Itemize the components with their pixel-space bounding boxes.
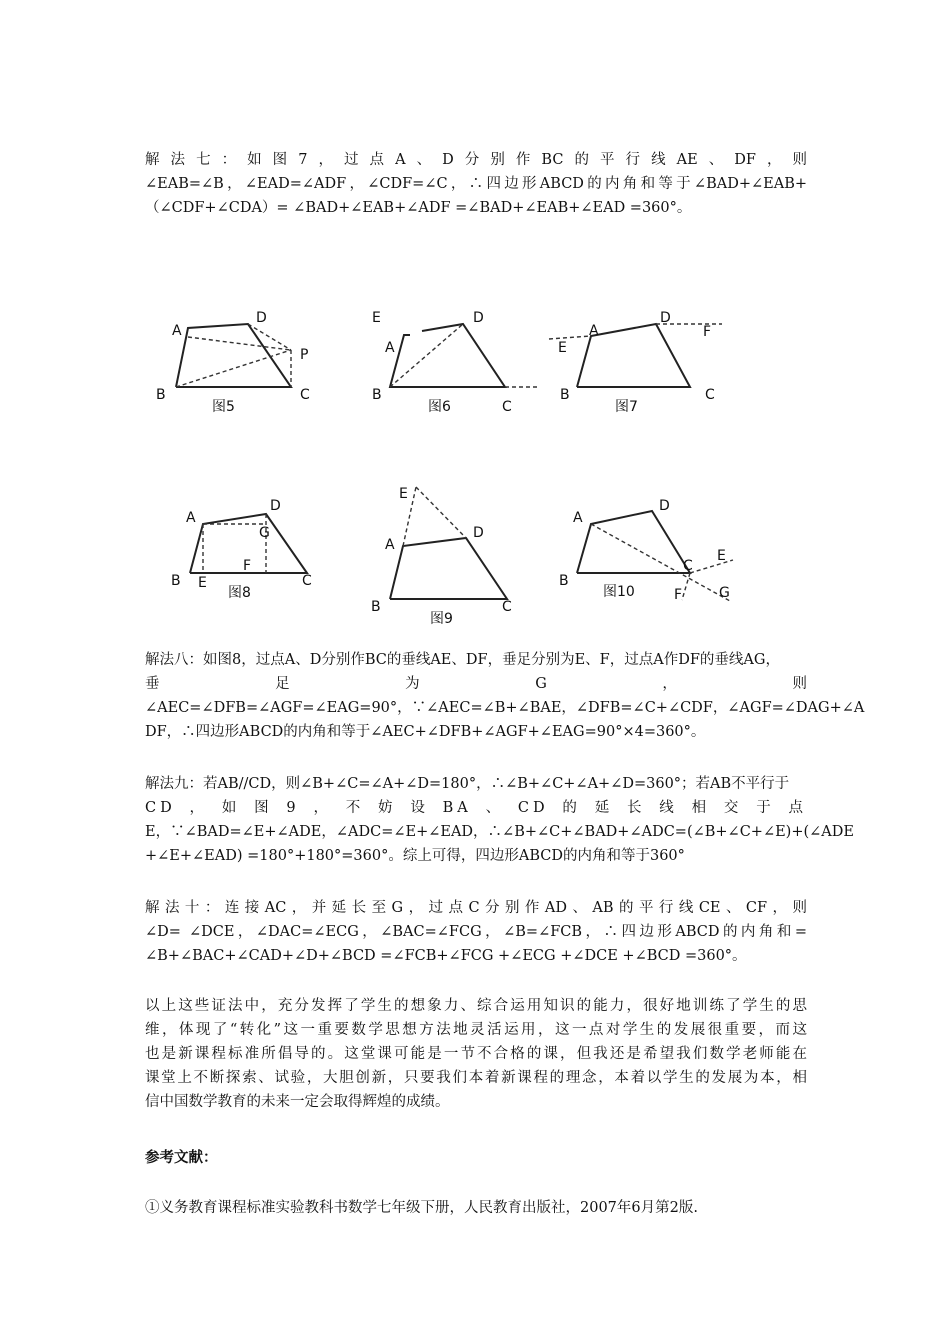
conclusion-line: 以上这些证法中，充分发挥了学生的想象力、综合运用知识的能力，很好地训练了学生的思 [145,998,807,1014]
conclusion-line: 课堂上不断探索、试验，大胆创新，只要我们本着新课程的理念，本着以学生的发展为本，相 [145,1070,807,1086]
fig6-label-C: C [502,399,512,415]
fig10-label-F: F [674,587,683,603]
method10-paragraph [145,896,807,968]
method9-line: CD，如图9，不妨设BA、CD的延长线相交于点 [145,800,807,816]
method8-word: 垂 [145,676,160,692]
conclusion-line: 信中国数学教育的未来一定会取得辉煌的成绩。 [145,1094,450,1110]
fig5-label-D: D [256,310,267,326]
fig8-caption: 图8 [228,585,251,601]
fig5-label-B: B [156,387,166,403]
fig10-label-D: D [659,498,670,514]
fig10-label-G: G [719,585,730,601]
figure-5 [156,310,310,415]
method8-line: 解法八：如图8，过点A、D分别作BC的垂线AE、DF，垂足分别为E、F，过点A作DF的垂线AG， [145,652,780,668]
fig10-label-E: E [717,548,726,564]
reference-item: ①义务教育课程标准实验教科书数学七年级下册，人民教育出版社，2007年6月第2版. [145,1200,698,1216]
method10-line: 解法十：连接AC，并延长至G，过点C分别作AD、AB的平行线CE、CF，则 [145,900,807,916]
fig7-caption: 图7 [615,399,638,415]
fig10-label-B: B [559,573,569,589]
fig5-label-A: A [172,323,182,339]
fig8-label-F: F [243,558,252,574]
method9-line: +∠E+∠EAD) =180°+180°=360°。综上可得，四边形ABCD的内角和等于360° [145,848,685,864]
figure-9 [371,486,512,627]
fig10-label-C: C [683,558,693,574]
method8-word: ， [662,676,677,692]
fig9-label-C: C [502,599,512,615]
method7-line: 解法七：如图7，过点A、D分别作BC的平行线AE、DF，则 [145,152,807,168]
method8-word: 则 [792,676,807,692]
fig7-label-C: C [705,387,715,403]
fig8-label-B: B [171,573,181,589]
method8-line: ∠AEC=∠DFB=∠AGF=∠EAG=90°，∵∠AEC=∠B+∠BAE，∠DFB=∠C+∠CDF，∠AGF=∠DAG+∠A [145,700,865,716]
fig8-label-E: E [198,575,207,591]
fig7-label-F: F [703,324,712,340]
fig8-label-G: G [259,525,270,541]
fig6-label-B: B [372,387,382,403]
method9-line: 解法九：若AB//CD，则∠B+∠C=∠A+∠D=180°，∴∠B+∠C+∠A+∠D=360°；若AB不平行于 [145,776,790,792]
method8-word: 为 [405,676,420,692]
figure-8 [171,498,312,601]
fig9-label-E: E [399,486,408,502]
method10-line: ∠D= ∠DCE，∠DAC=∠ECG，∠BAC=∠FCG，∠B=∠FCB，∴四边形ABCD的内角和= [145,924,807,940]
method10-line: ∠B+∠BAC+∠CAD+∠D+∠BCD =∠FCB+∠FCG +∠ECG +∠DCE +∠BCD =360°。 [145,948,747,964]
fig8-label-A: A [186,510,196,526]
fig9-label-A: A [385,537,395,553]
method9-paragraph [145,772,854,868]
method7-line: （∠CDF+∠CDA）= ∠BAD+∠EAB+∠ADF =∠BAD+∠EAB+∠EAD =360°。 [145,200,692,216]
figure-7 [549,310,722,415]
references-heading: 参考文献： [145,1149,218,1166]
fig6-label-A: A [385,340,395,356]
fig7-label-B: B [560,387,570,403]
method9-line: E，∵∠BAD=∠E+∠ADE，∠ADC=∠E+∠EAD，∴∠B+∠C+∠BAD+∠ADC=(∠B+∠C+∠E)+(∠ADE [145,824,854,840]
fig6-label-D: D [473,310,484,326]
conclusion-paragraph [145,994,807,1114]
conclusion-line: 维，体现了“转化”这一重要数学思想方法地灵活运用，这一点对学生的发展很重要，而这 [145,1022,807,1038]
method8-line: DF，∴四边形ABCD的内角和等于∠AEC+∠DFB+∠AGF+∠EAG=90°×4=360°。 [145,724,706,740]
geometry-figures [0,0,950,640]
figure-6 [372,310,537,415]
method8-spread-line [145,672,807,696]
fig10-caption: 图10 [603,584,635,600]
fig6-label-E: E [372,310,381,326]
fig5-label-P: P [300,347,309,363]
fig8-label-C: C [302,573,312,589]
method8-word: G [535,676,547,692]
method7-line: ∠EAB=∠B，∠EAD=∠ADF，∠CDF=∠C，∴四边形ABCD的内角和等于∠BAD+∠EAB+ [145,176,807,192]
fig7-label-D: D [660,310,671,326]
fig9-label-D: D [473,525,484,541]
fig7-label-E: E [558,340,567,356]
fig7-label-A: A [589,323,599,339]
fig8-label-D: D [270,498,281,514]
conclusion-line: 也是新课程标准所倡导的。这堂课可能是一节不合格的课，但我还是希望我们数学老师能在 [145,1046,807,1062]
method8-word: 足 [275,676,290,692]
fig5-label-C: C [300,387,310,403]
figure-10 [559,498,733,603]
fig5-caption: 图5 [212,399,235,415]
fig10-label-A: A [573,510,583,526]
method8-paragraph [145,648,865,744]
fig9-caption: 图9 [430,611,453,627]
fig9-label-B: B [371,599,381,615]
fig6-caption: 图6 [428,399,451,415]
